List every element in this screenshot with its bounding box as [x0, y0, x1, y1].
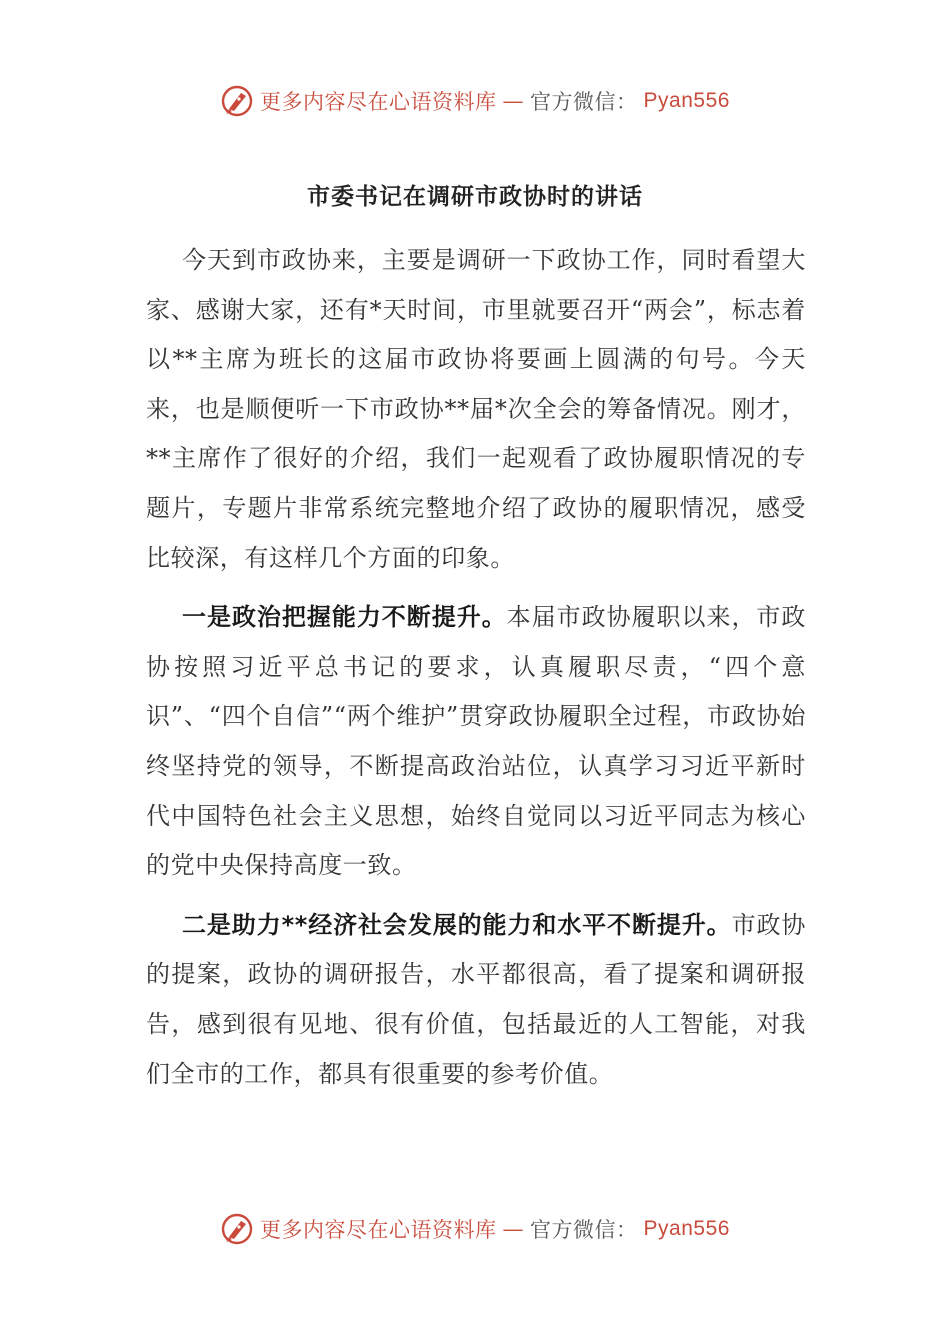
document-title: 市委书记在调研市政协时的讲话: [307, 184, 643, 210]
watermark-site-text: 更多内容尽在心语资料库: [260, 90, 497, 114]
watermark-wechat-label: 官方微信：: [530, 1218, 638, 1242]
paragraph-lead: 一是政治把握能力不断提升。: [182, 603, 507, 632]
watermark-wechat-id: Pyan556: [643, 89, 730, 112]
watermark-dash: —: [502, 89, 525, 113]
watermark-wechat-label: 官方微信：: [530, 90, 638, 114]
header-watermark: [0, 84, 950, 118]
paragraph-text: 今天到市政协来，主要是调研一下政协工作，同时看望大家、感谢大家，还有*天时间，市里就要召开“两会”，标志着以**主席为班长的这届市政协将要画上圆满的句号。今天来，也是顺便听一下市政协**届*次全会的筹备情况。刚才，**主席作了很好的介绍，我们一起观看了政协履职情况的专题片，专题片非常系统完整地介绍了政协的履职情况，感受比较深，有这样几个方面的印象。: [146, 246, 806, 572]
paragraph-text: 本届市政协履职以来，市政协按照习近平总书记的要求，认真履职尽责，“四个意识”、“四个自信”“两个维护”贯穿政协履职全过程，市政协始终坚持党的领导，不断提高政治站位，认真学习习近平新时代中国特色社会主义思想，始终自觉同以习近平同志为核心的党中央保持高度一致。: [146, 603, 806, 880]
watermark-dash: —: [502, 1217, 525, 1241]
paragraph-point-one: [146, 593, 806, 891]
pen-nib-icon: [220, 84, 254, 118]
paragraph-text: 市政协的提案，政协的调研报告，水平都很高，看了提案和调研报告，感到很有见地、很有价值，包括最近的人工智能，对我们全市的工作，都具有很重要的参考价值。: [146, 910, 806, 1088]
watermark-site-text: 更多内容尽在心语资料库: [260, 1218, 497, 1242]
paragraph-point-two: [146, 901, 806, 1099]
document-body: [146, 236, 806, 1109]
watermark-wechat-id: Pyan556: [643, 1217, 730, 1240]
paragraph-lead: 二是助力**经济社会发展的能力和水平不断提升。: [182, 910, 732, 939]
paragraph-intro: [146, 236, 806, 583]
pen-nib-icon: [220, 1212, 254, 1246]
footer-watermark: [0, 1212, 950, 1246]
